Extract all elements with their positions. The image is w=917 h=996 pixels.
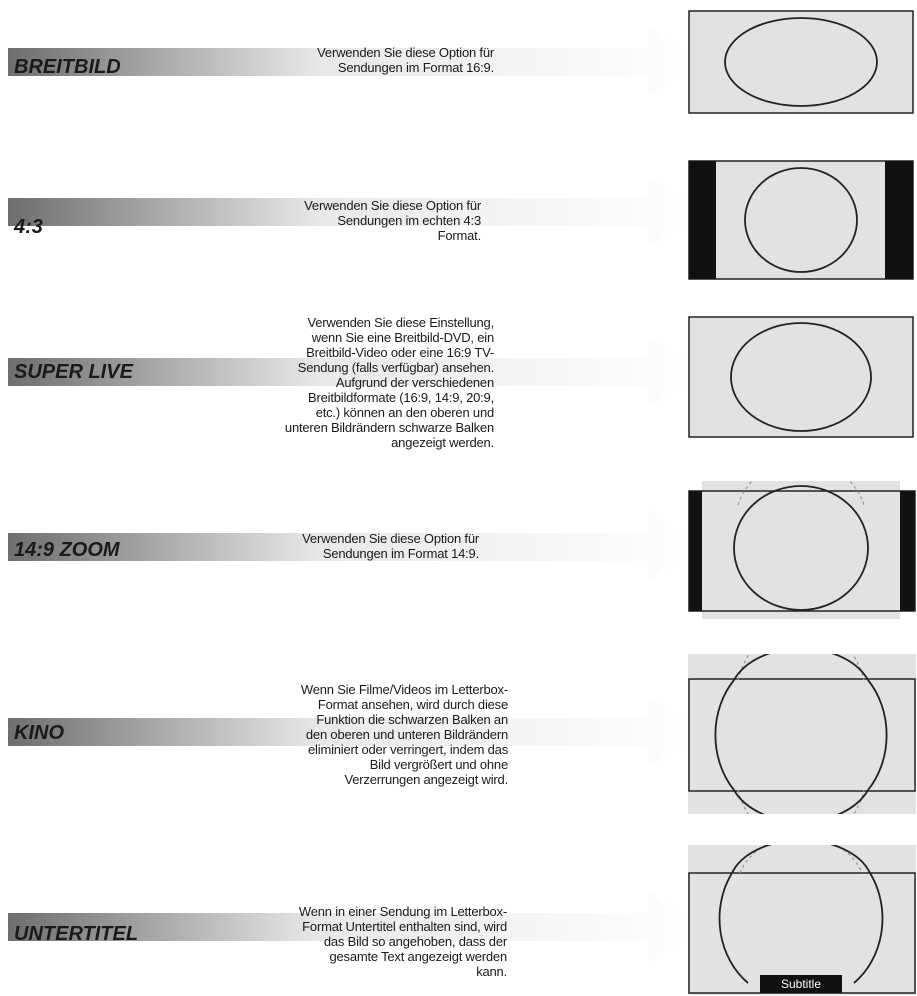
- mode-label: SUPER LIVE: [14, 361, 133, 383]
- mode-label: BREITBILD: [14, 56, 121, 78]
- mode-row-kino: [0, 650, 917, 820]
- mode-description: Wenn in einer Sendung im Letterbox- Format Untertitel enthalten sind, wird das Bild so angehoben, dass der gesamte Text angezeigt werden kann.: [298, 904, 507, 979]
- mode-row-untertitel: [0, 835, 917, 996]
- mode-description: Verwenden Sie diese Einstellung, wenn Sie eine Breitbild-DVD, ein Breitbild-Video oder eine 16:9 TV- Sendung (falls verfügbar) ansehen. Aufgrund der verschiedenen Breitbildformate (16:9, 14:9, 20:9, etc.) können an den oberen und unteren Bildrändern schwarze Balken angezeigt werden.: [284, 315, 494, 450]
- mode-label: 14:9 ZOOM: [14, 539, 120, 561]
- mode-label: 4:3: [14, 216, 43, 238]
- mode-description: Verwenden Sie diese Option für Sendungen im echten 4:3 Format.: [304, 198, 481, 243]
- screen-4-3: [688, 160, 914, 280]
- screen-breitbild: [688, 10, 914, 114]
- screen-untertitel: [688, 845, 916, 995]
- mode-label: UNTERTITEL: [14, 923, 139, 945]
- screen-super-live: [688, 316, 914, 438]
- mode-label: KINO: [14, 722, 64, 744]
- mode-description: Verwenden Sie diese Option für Sendungen im Format 14:9.: [302, 531, 479, 561]
- mode-row-super-live: [0, 300, 917, 470]
- screen-14-9-zoom: [688, 481, 916, 619]
- subtitle-caption: Subtitle: [780, 977, 822, 991]
- mode-description: Wenn Sie Filme/Videos im Letterbox- Format ansehen, wird durch diese Funktion die schwarzen Balken an den oberen und unteren Bildrändern eliminiert oder verringert, indem das Bild vergrößert und ohne Verzerrungen angezeigt wird.: [300, 682, 508, 787]
- mode-row-4-3: [0, 150, 917, 290]
- mode-description: Verwenden Sie diese Option für Sendungen im Format 16:9.: [317, 45, 494, 75]
- mode-row-breitbild: [0, 0, 917, 130]
- screen-kino: [688, 654, 916, 814]
- mode-row-14-9-zoom: [0, 475, 917, 625]
